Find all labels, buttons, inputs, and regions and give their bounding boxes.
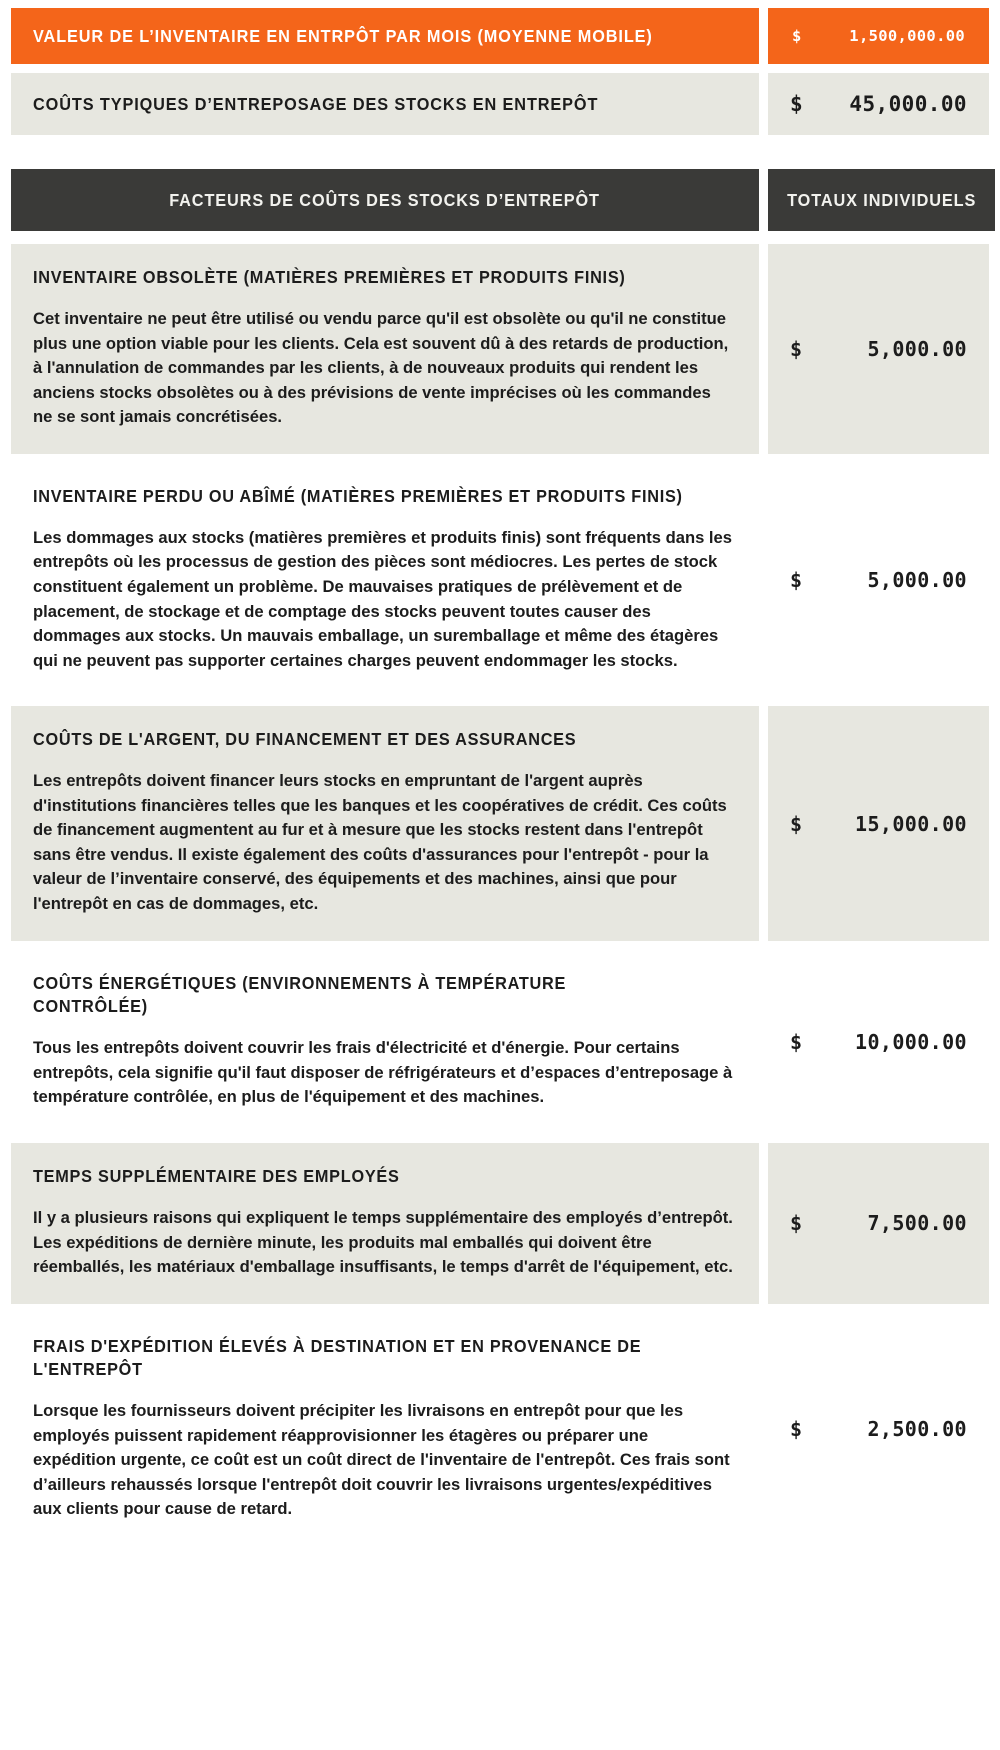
typical-costs-label-cell xyxy=(11,73,759,135)
cost-section-body: Les dommages aux stocks (matières premières et produits finis) sont fréquents dans les entrepôts où les processus de gestion des pièces sont médiocres. Les pertes de stock constituent également un problème. De mauvaises pratiques de prélèvement et de placement, de stockage et de comptage des stocks peuvent toutes causer des dommages aux stocks. Un mauvais emballage, un suremballage et même des étagères qui ne peuvent pas supporter certaines charges peuvent endommager les stocks. xyxy=(33,527,732,670)
cost-section-content xyxy=(11,706,759,941)
inventory-value-banner xyxy=(11,8,989,64)
cost-section-title: FRAIS D'EXPÉDITION ÉLEVÉS À DESTINATION ET EN PROVENANCE DE L'ENTREPÔT xyxy=(33,1335,642,1379)
amount-value: 7,500.00 xyxy=(867,1211,967,1236)
totals-column-header-label: TOTAUX INDIVIDUELS xyxy=(787,189,977,210)
cost-section-body: Il y a plusieurs raisons qui expliquent le temps supplémentaire des employés d’entrepôt. Les expéditions de dernière minute, les produits mal emballés qui doivent être réemballés, les matériaux d'emballage insuffisants, le temps d'arrêt de l'équipement, etc. xyxy=(33,1208,733,1277)
typical-costs-label: COÛTS TYPIQUES D’ENTREPOSAGE DES STOCKS EN ENTREPÔT xyxy=(33,93,599,114)
table-header-row xyxy=(11,169,989,231)
cost-section-title: COÛTS DE L'ARGENT, DU FINANCEMENT ET DES ASSURANCES xyxy=(33,729,577,750)
cost-section-row xyxy=(11,244,989,454)
amount-value: 1,500,000.00 xyxy=(849,27,965,45)
currency-symbol: $ xyxy=(790,811,803,836)
currency-symbol: $ xyxy=(792,27,802,45)
cost-section-total-cell xyxy=(768,1313,989,1546)
cost-section-body: Lorsque les fournisseurs doivent précipiter les livraisons en entrepôt pour que les employés puissent rapidement réapprovisionner les étagères ou préparer une expédition urgente, ce coût est un coût direct de l'inventaire de l'entrepôt. Ces frais sont d’ailleurs rehaussés lorsque l'entrepôt doit couvrir les livraisons urgentes/expéditives aux clients pour cause de retard. xyxy=(33,1400,730,1519)
cost-section-title: INVENTAIRE PERDU OU ABÎMÉ (MATIÈRES PREMIÈRES ET PRODUITS FINIS) xyxy=(33,485,683,506)
amount-value: 2,500.00 xyxy=(867,1417,967,1442)
factors-column-header xyxy=(11,169,759,231)
factors-column-header-label: FACTEURS DE COÛTS DES STOCKS D’ENTREPÔT xyxy=(169,189,601,210)
amount-value: 5,000.00 xyxy=(867,568,967,593)
cost-section-content xyxy=(11,244,759,454)
cost-section-total xyxy=(790,1030,967,1054)
cost-section-title: COÛTS ÉNERGÉTIQUES (ENVIRONNEMENTS À TEMPÉRATURE CONTRÔLÉE) xyxy=(33,973,567,1017)
cost-section-content xyxy=(11,463,759,697)
amount-value: 15,000.00 xyxy=(855,811,967,836)
cost-section-row xyxy=(11,706,989,941)
cost-section-total xyxy=(790,1417,967,1441)
inventory-value-amount-cell xyxy=(768,8,989,64)
cost-section-total-cell xyxy=(768,1143,989,1304)
cost-section-row xyxy=(11,1313,989,1546)
cost-section-row xyxy=(11,463,989,697)
typical-costs-amount-cell xyxy=(768,73,989,135)
cost-section-total-cell xyxy=(768,244,989,454)
cost-section-title: INVENTAIRE OBSOLÈTE (MATIÈRES PREMIÈRES ET PRODUITS FINIS) xyxy=(33,267,626,287)
cost-section-content xyxy=(11,1313,759,1546)
currency-symbol: $ xyxy=(790,568,803,593)
currency-symbol: $ xyxy=(790,336,803,361)
totals-column-header xyxy=(768,169,995,231)
currency-symbol: $ xyxy=(790,1417,803,1442)
inventory-value-label: VALEUR DE L’INVENTAIRE EN ENTRPÔT PAR MOIS (MOYENNE MOBILE) xyxy=(33,25,653,46)
cost-section-body: Tous les entrepôts doivent couvrir les frais d'électricité et d'énergie. Pour certains entrepôts, cela signifie qu'il faut disposer de réfrigérateurs et d’espaces d’entreposage à température contrôlée, en plus de l'équipement et des machines. xyxy=(33,1038,733,1107)
cost-section-body: Cet inventaire ne peut être utilisé ou vendu parce qu'il est obsolète ou qu'il ne constitue plus une option viable pour les clients. Cela est souvent dû à des retards de production, à l'annulation de commandes par les clients, à de nouveaux produits qui rendent les anciens stocks obsolètes ou à des prévisions de vente imprécises où les commandes ne se sont jamais concrétisées. xyxy=(33,309,729,427)
amount-value: 10,000.00 xyxy=(855,1030,967,1055)
cost-section-row xyxy=(11,950,989,1134)
amount-value: 5,000.00 xyxy=(867,336,967,361)
cost-section-title: TEMPS SUPPLÉMENTAIRE DES EMPLOYÉS xyxy=(33,1166,400,1187)
currency-symbol: $ xyxy=(790,1030,803,1055)
cost-section-total-cell xyxy=(768,706,989,941)
cost-section-total xyxy=(790,1211,967,1235)
typical-costs-amount xyxy=(790,92,967,116)
cost-section-content xyxy=(11,950,759,1134)
currency-symbol: $ xyxy=(790,92,804,116)
cost-section-content xyxy=(11,1143,759,1304)
cost-section-total-cell xyxy=(768,950,989,1134)
inventory-value-amount xyxy=(792,27,965,45)
currency-symbol: $ xyxy=(790,1211,803,1236)
cost-section-total xyxy=(790,568,967,592)
amount-value: 45,000.00 xyxy=(849,92,967,116)
cost-section-total xyxy=(790,337,967,361)
cost-section-total xyxy=(790,812,967,836)
cost-section-row xyxy=(11,1143,989,1304)
typical-costs-banner xyxy=(11,73,989,135)
cost-section-total-cell xyxy=(768,463,989,697)
cost-section-body: Les entrepôts doivent financer leurs stocks en empruntant de l'argent auprès d'institutions financières telles que les banques et les coopératives de crédit. Ces coûts de financement augmentent au fur et à mesure que les stocks restent dans l'entrepôt sans être vendus. Il existe également des coûts d'assurances pour l'entrepôt - pour la valeur de l’inventaire conservé, des équipements et des machines, ainsi que pour l'entrepôt en cas de dommages, etc. xyxy=(33,771,727,914)
inventory-value-label-cell xyxy=(11,8,759,64)
